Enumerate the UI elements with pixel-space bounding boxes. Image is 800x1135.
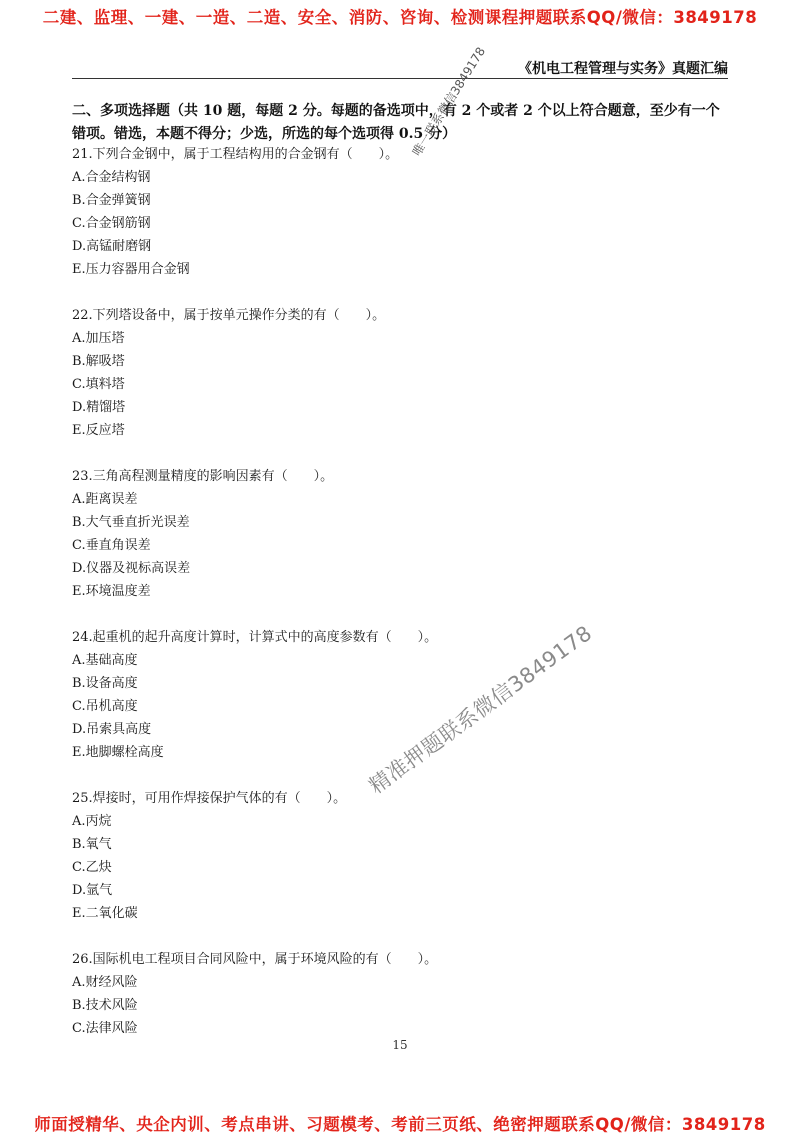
question-stem: 23.三角高程测量精度的影响因素有（ ）。 [72,469,334,484]
answer-option: B.合金弹簧钢 [72,193,151,208]
answer-option: C.填料塔 [72,377,125,392]
question-stem: 25.焊接时，可用作焊接保护气体的有（ ）。 [72,791,347,806]
answer-option: A.基础高度 [72,653,138,668]
answer-option: E.环境温度差 [72,584,151,599]
header-divider [72,78,728,79]
question-block [72,143,732,281]
answer-option: B.解吸塔 [72,354,125,369]
question-stem: 21.下列合金钢中，属于工程结构用的合金钢有（ ）。 [72,147,399,162]
answer-option: A.财经风险 [72,975,138,990]
question-stem: 26.国际机电工程项目合同风险中，属于环境风险的有（ ）。 [72,952,438,967]
answer-option: E.反应塔 [72,423,125,438]
question-block [72,948,732,1040]
answer-option: D.氩气 [72,883,113,898]
answer-option: A.加压塔 [72,331,125,346]
answer-option: C.乙炔 [72,860,112,875]
watermark-small: 唯一联系微信3849178 [409,44,489,159]
answer-option: B.设备高度 [72,676,138,691]
question-block [72,626,732,764]
answer-option: A.丙烷 [72,814,112,829]
answer-option: E.压力容器用合金钢 [72,262,190,277]
answer-option: C.垂直角误差 [72,538,151,553]
top-contact-banner: 二建、监理、一建、一造、二造、安全、消防、咨询、检测课程押题联系QQ/微信：3849178 [42,8,758,27]
running-head-title: 《机电工程管理与实务》真题汇编 [518,61,728,77]
answer-option: B.氧气 [72,837,112,852]
answer-option: B.技术风险 [72,998,138,1013]
question-stem: 24.起重机的起升高度计算时，计算式中的高度参数有（ ）。 [72,630,438,645]
bottom-contact-banner: 师面授精华、央企内训、考点串讲、习题模考、考前三页纸、绝密押题联系QQ/微信：3849178 [34,1115,766,1134]
page-number: 15 [392,1038,408,1052]
question-block [72,787,732,925]
answer-option: E.地脚螺栓高度 [72,745,164,760]
answer-option: C.吊机高度 [72,699,138,714]
answer-option: A.合金结构钢 [72,170,151,185]
answer-option: D.高锰耐磨钢 [72,239,152,254]
answer-option: D.吊索具高度 [72,722,152,737]
answer-option: B.大气垂直折光误差 [72,515,190,530]
watermark-large: 精准押题联系微信3849178 [364,620,597,799]
answer-option: D.仪器及视标高误差 [72,561,191,576]
question-block [72,304,732,442]
question-stem: 22.下列塔设备中，属于按单元操作分类的有（ ）。 [72,308,386,323]
answer-option: D.精馏塔 [72,400,126,415]
answer-option: C.法律风险 [72,1021,138,1036]
question-block [72,465,732,603]
section-heading: 二、多项选择题（共 10 题，每题 2 分。每题的备选项中，有 2 个或者 2 个以上符合题意，至少有一个错项。错选，本题不得分；少选，所选的每个选项得 0.5 分） [72,103,720,142]
answer-option: E.二氧化碳 [72,906,138,921]
question-list [72,143,732,1063]
answer-option: A.距离误差 [72,492,138,507]
answer-option: C.合金钢筋钢 [72,216,151,231]
